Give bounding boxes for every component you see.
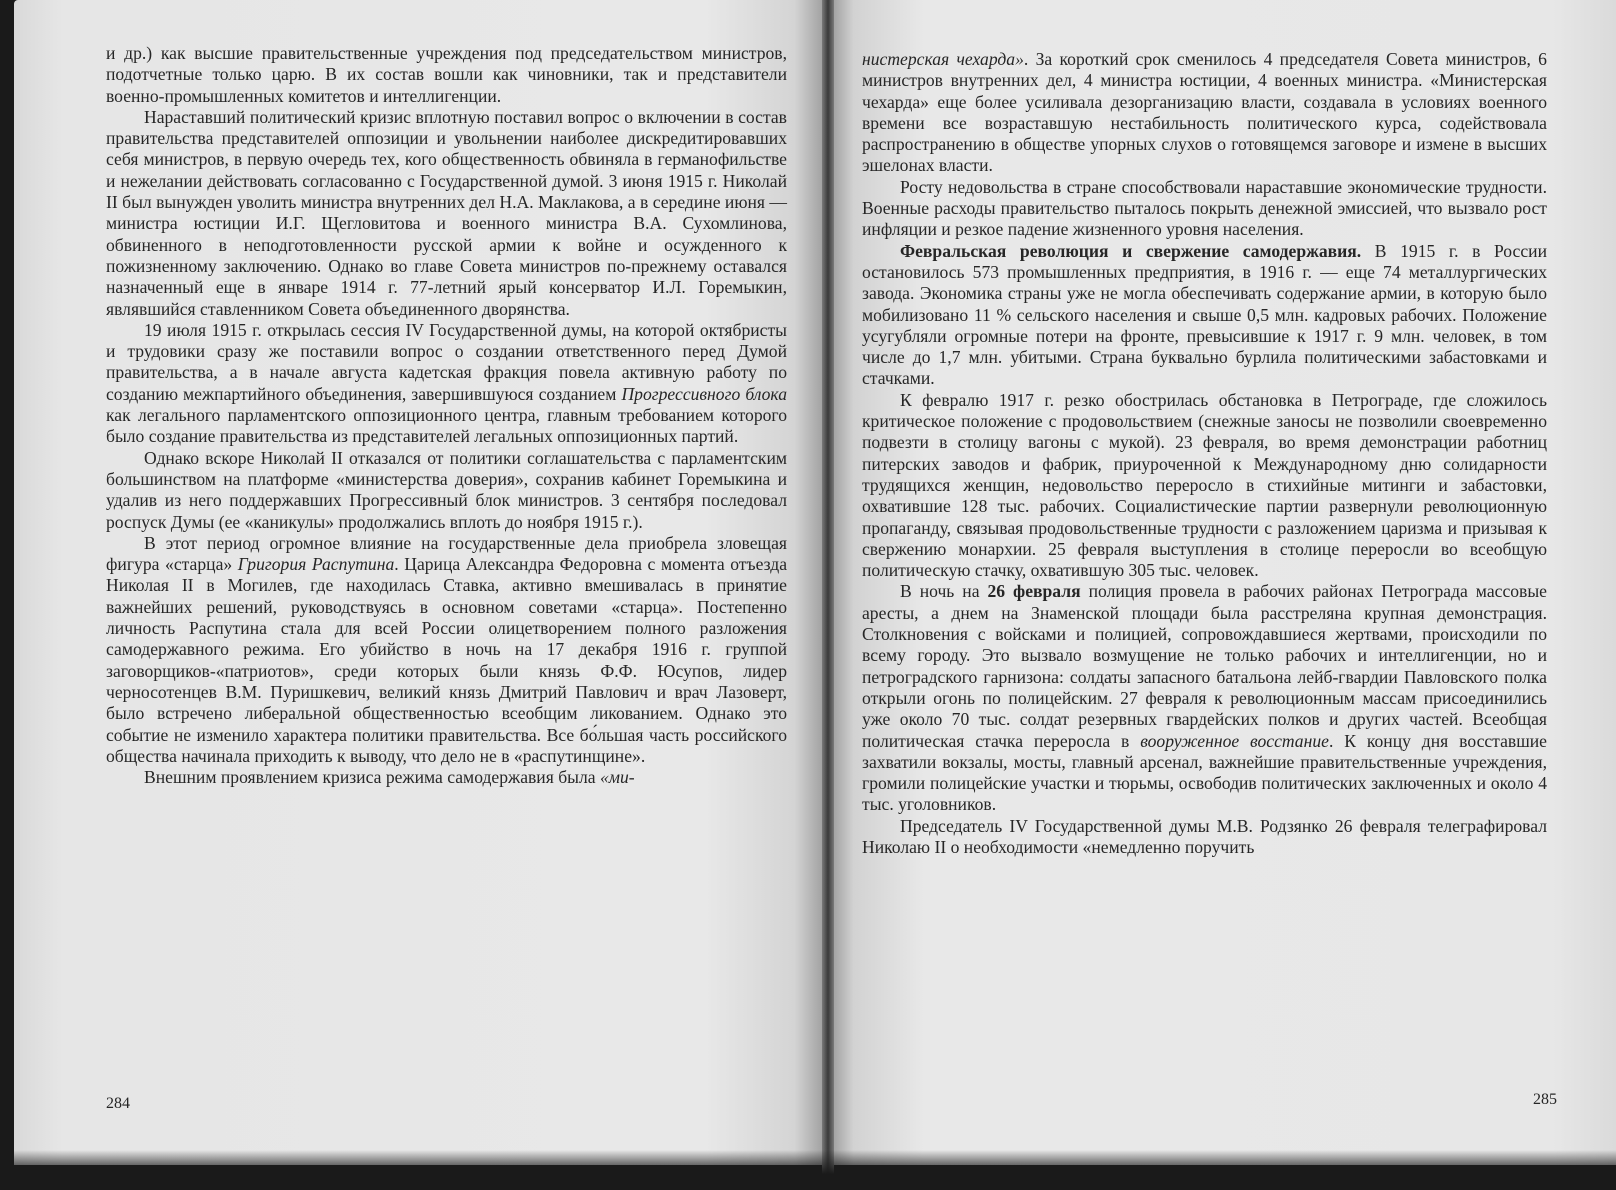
scan-bottom-edge (0, 1150, 1616, 1190)
paragraph (106, 767, 787, 788)
paragraph-text: К февралю 1917 г. резко обострилась обстановка в Петрограде, где сложилось критическое положение с продовольствием (снежные заносы не позволили своевременно подвезти в столицу вагоны с мукой). 23 февраля, во время демонстрации работниц питерских заводов и фабрик, приуроченной к Международному дню солидарности трудящихся женщин, недовольство переросло в стихийные митинги и забастовки, охватившие 128 тыс. рабочих. Социалистические партии развернули революционную пропаганду, связывая продовольственные трудности с разложением царизма и призывая к свержению монархии. 25 февраля выступления в столице переросли во всеобщую политическую стачку, охватившую 305 тыс. человек. (862, 389, 1547, 581)
italic-term: вооруженное восстание (1140, 730, 1329, 751)
paragraph-text: В 1915 г. в России остановилось 573 промышленных предприятия, в 1916 г. — еще 74 металлургических завода. Экономика страны уже не могла обеспечивать содержание армии, в которую было мобилизовано 11 % сельского населения и свыше 0,5 млн. кадровых рабочих. Положение усугубляли огромные потери на фронте, превысившие к 1917 г. 9 млн. человек, в том числе до 1,7 млн. убитыми. Страна буквально бурлила политическими забастовками и стачками. (862, 240, 1547, 389)
paragraph (862, 241, 1547, 390)
paragraph (862, 49, 1547, 177)
book-gutter (822, 0, 834, 1190)
paragraph (106, 533, 787, 767)
paragraph-text: Внешним проявлением кризиса режима самодержавия была (144, 767, 600, 788)
paragraph-text: полиция провела в рабочих районах Петрограда массовые аресты, а днем на Знаменской площади была расстреляна крупная демонстрация. Столкновения с войсками и полицией, сопровождавшиеся жертвами, происходили по всему городу. Это вызвало возмущение не только рабочих и интеллигенции, но и петроградского гарнизона: солдаты запасного батальона лейб-гвардии Павловского полка открыли огонь по полицейским. 27 февраля к революционным массам присоединились уже около 70 тыс. солдат резервных гвардейских полков и других частей. Всеобщая политическая стачка переросла в (862, 581, 1547, 751)
paragraph-text: Росту недовольства в стране способствовали нараставшие экономические трудности. Военные расходы правительство пыталось покрыть денежной эмиссией, что вызвало рост инфляции и резкое падение жизненного уровня населения. (862, 176, 1547, 240)
bold-date: 26 февраля (987, 581, 1081, 602)
paragraph-text: . Царица Александра Федоровна с момента отъезда Николая II в Могилев, где находилась Ставка, активно вмешивалась в принятие важнейших решений, руководствуясь в основном советами «старца». Постепенно личность Распутина стала для всей России олицетворением полного разложения самодержавного режима. Его убийство в ночь на 17 декабря 1916 г. группой заговорщиков-«патриотов», среди которых были князь Ф.Ф. Юсупов, лидер черносотенцев В.М. Пуришкевич, великий князь Дмитрий Павлович и врач Лазоверт, было встречено либеральной общественностью всеобщим ликованием. Однако это событие не изменило характера политики правительства. Все бо́льшая часть российского общества начинала приходить к выводу, что дело не в «распутинщине». (106, 554, 787, 766)
paragraph-text: В ночь на (900, 581, 988, 602)
paragraph-text: 19 июля 1915 г. открылась сессия IV Государственной думы, на которой октябристы и трудовики сразу же поставили вопрос о создании ответственного перед Думой правительства, а в начале августа кадетская фракция повела активную работу по созданию межпартийного объединения, завершившуюся созданием (106, 319, 787, 404)
paragraph (106, 107, 787, 320)
paragraph (862, 816, 1547, 859)
italic-term: «ми- (599, 767, 635, 788)
paragraph (862, 581, 1547, 815)
paragraph (862, 390, 1547, 582)
paragraph-text: как легального парламентского оппозиционного центра, главным требованием которого было создание правительства из представителей легальных оппозиционных партий. (106, 405, 787, 447)
paragraph (106, 43, 787, 107)
page-number: 284 (106, 1095, 130, 1112)
italic-term: Григория Распутина (237, 554, 395, 575)
paragraph-text: . К концу дня восставшие захватили вокзалы, мосты, главный арсенал, важнейшие правительственные учреждения, громили полицейские участки и тюрьмы, освободив политических заключенных и около 4 тыс. уголовников. (862, 730, 1547, 815)
paragraph-text: и др.) как высшие правительственные учреждения под председательством министров, подотчетные только царю. В их состав вошли как чиновники, так и представители военно-промышленных комитетов и интеллигенции. (106, 43, 787, 106)
paragraph-text: В этот период огромное влияние на государственные дела приобрела зловещая фигура «старца» (106, 532, 787, 575)
right-page (830, 0, 1616, 1165)
right-page-body (862, 49, 1547, 858)
paragraph (106, 448, 787, 533)
paragraph (106, 320, 787, 448)
paragraph-text: . За короткий срок сменилось 4 председателя Совета министров, 6 министров внутренних дел, 4 министра юстиции, 4 военных министра. «Министерская чехарда» еще более усиливала дезорганизацию власти, создавала в условиях военного времени все возраставшую нестабильность политического курса, содействовала распространению в обществе упорных слухов о готовящемся заговоре и измене в высших эшелонах власти. (862, 49, 1547, 176)
paragraph-text: Однако вскоре Николай II отказался от политики соглашательства с парламентским большинством на платформе «министерства доверия», сохранив кабинет Горемыкина и удалив из него поддержавших Прогрессивный блок министров. 3 сентября последовал роспуск Думы (ее «каникулы» продолжались вплоть до ноября 1915 г.). (106, 447, 787, 532)
left-page (14, 0, 827, 1165)
paragraph (862, 177, 1547, 241)
italic-term: Прогрессивного блока (621, 383, 788, 404)
left-page-body (106, 43, 787, 788)
paragraph-text: Нараставший политический кризис вплотную поставил вопрос о включении в состав правительства представителей оппозиции и увольнении наиболее дискредитировавших себя министров, в первую очередь тех, кого общественность обвиняла в германофильстве и нежелании действовать согласованно с Государственной думой. 3 июня 1915 г. Николай II был вынужден уволить министра внутренних дел Н.А. Маклакова, а в середине июня — министра юстиции И.Г. Щегловитова и военного министра В.А. Сухомлинова, обвиненного в неподготовленности русской армии к войне и осужденного к пожизненному заключению. Однако во главе Совета министров по-прежнему оставался назначенный еще в январе 1914 г. 77-летний ярый консерватор И.Л. Горемыкин, являвшийся ставленником Совета объединенного дворянства. (106, 106, 787, 319)
section-heading: Февральская революция и свержение самодержавия. (900, 240, 1362, 261)
paragraph-text: Председатель IV Государственной думы М.В. Родзянко 26 февраля телеграфировал Николаю II о необходимости «немедленно поручить (862, 815, 1547, 857)
page-number: 285 (1533, 1091, 1557, 1108)
italic-term: нистерская чехарда» (862, 49, 1024, 69)
